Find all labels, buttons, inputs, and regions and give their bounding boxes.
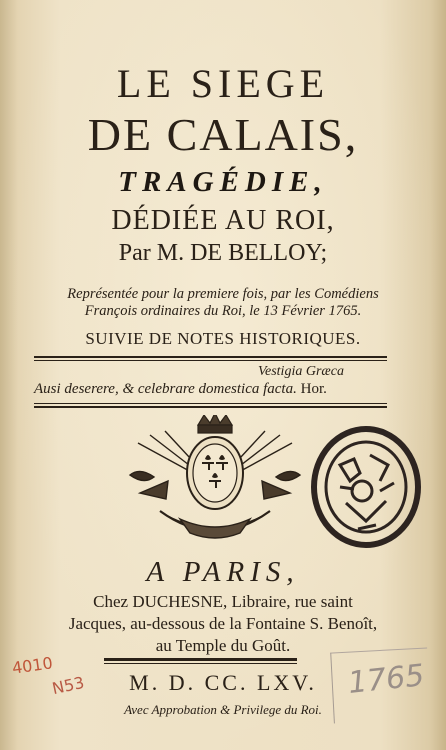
imprint-rule-thick	[104, 658, 297, 661]
library-stamp-icon	[310, 425, 422, 549]
performance-line-2: François ordinaires du Roi, le 13 Février 1765.	[84, 303, 362, 319]
imprint-rule-thin	[104, 663, 297, 664]
epigraph-line-2	[34, 381, 327, 398]
rule-top-thin	[34, 360, 387, 361]
rule-bottom-thin	[34, 403, 387, 404]
author-line: Par M. DE BELLOY;	[118, 240, 328, 266]
imprint-place: A PARIS,	[146, 556, 300, 588]
title-line-3: TRAGÉDIE,	[118, 166, 328, 198]
imprint-line-3: au Temple du Goût.	[155, 636, 291, 655]
epigraph-text: Ausi deserere, & celebrare domestica facta.	[34, 381, 297, 397]
shelfmark-note: N53	[50, 672, 86, 699]
epigraph-attribution: Hor.	[300, 381, 327, 397]
royal-arms-fleur-de-lis-icon	[120, 415, 310, 555]
approbation-line: Avec Approbation & Privilege du Roi.	[124, 702, 322, 717]
imprint-line-2: Jacques, au-dessous de la Fontaine S. Benoît,	[68, 614, 378, 633]
pencil-year-note: 1765	[346, 658, 426, 701]
performance-line-1: Représentée pour la premiere fois, par les Comédiens	[67, 286, 379, 302]
epigraph-line-1: Vestigia Græca	[258, 364, 344, 379]
inventory-number: 4010	[10, 653, 54, 678]
rule-top-thick	[34, 356, 387, 358]
title-line-2: DE CALAIS,	[87, 109, 359, 160]
supplement-line: SUIVIE DE NOTES HISTORIQUES.	[85, 329, 361, 348]
rule-bottom-thick	[34, 406, 387, 408]
imprint-date: M. D. CC. LXV.	[129, 670, 317, 695]
imprint-line-1: Chez DUCHESNE, Libraire, rue saint	[93, 592, 353, 611]
title-line-1: LE SIEGE	[116, 61, 330, 106]
dedication: DÉDIÉE AU ROI,	[111, 205, 335, 236]
